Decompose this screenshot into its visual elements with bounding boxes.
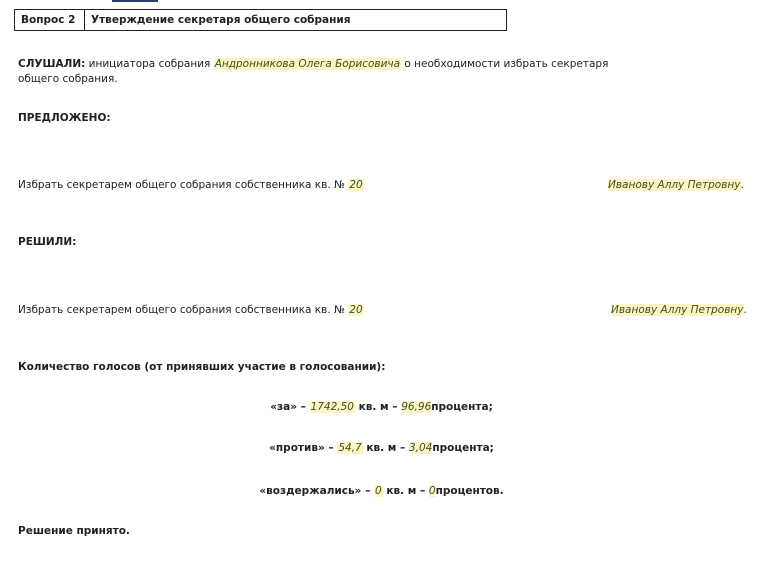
- decided-end: .: [743, 304, 747, 316]
- proposed-text-line: [18, 179, 364, 191]
- vote-against-percent: 3,04: [408, 442, 433, 454]
- vote-for-line: [0, 401, 763, 413]
- proposed-label-text: ПРЕДЛОЖЕНО:: [18, 112, 111, 124]
- proposed-apartment: 20: [349, 179, 363, 191]
- vote-abstain-area: 0: [374, 485, 382, 497]
- listened-text-1: инициатора собрания: [88, 58, 211, 70]
- initiator-name: Андронникова Олега Борисовича: [214, 58, 401, 70]
- vote-abstain-label: «воздержались» –: [259, 485, 371, 497]
- vote-against-label: «против» –: [269, 442, 334, 454]
- vote-against-line: [0, 442, 763, 454]
- proposed-end: .: [740, 179, 744, 191]
- vote-for-percent: 96,96: [401, 401, 432, 413]
- vote-against-area: 54,7: [338, 442, 362, 454]
- question-title: Утверждение секретаря общего собрания: [91, 14, 351, 26]
- decided-apartment: 20: [349, 304, 363, 316]
- listened-paragraph: [18, 57, 618, 87]
- decided-label: [18, 236, 76, 248]
- vote-for-label: «за» –: [270, 401, 306, 413]
- vote-abstain-percent: 0: [428, 485, 436, 497]
- vote-for-end: процента;: [431, 401, 493, 413]
- votes-title: Количество голосов (от принявших участие в голосовании):: [18, 361, 386, 373]
- decided-text: Избрать секретарем общего собрания собственника кв. №: [18, 304, 345, 316]
- listened-text-3: общего собрания.: [18, 73, 118, 85]
- listened-text-2: о необходимости избрать секретаря: [404, 58, 609, 70]
- listened-label: СЛУШАЛИ:: [18, 58, 86, 70]
- proposed-person: Иванову Аллу Петровну: [608, 179, 741, 191]
- proposed-text: Избрать секретарем общего собрания собственника кв. №: [18, 179, 345, 191]
- question-number: Вопрос 2: [15, 10, 85, 30]
- decided-text-line: [18, 304, 364, 316]
- vote-against-mid: кв. м –: [366, 442, 406, 454]
- vote-for-mid: кв. м –: [358, 401, 398, 413]
- vote-abstain-mid: кв. м –: [386, 485, 426, 497]
- vote-abstain-line: [0, 485, 763, 497]
- decided-person: Иванову Аллу Петровну: [611, 304, 744, 316]
- vote-abstain-end: процентов.: [435, 485, 504, 497]
- decided-label-text: РЕШИЛИ:: [18, 236, 77, 248]
- decision-result: Решение принято.: [18, 525, 130, 537]
- question-header-table: [14, 9, 507, 31]
- vote-for-area: 1742,50: [310, 401, 354, 413]
- proposed-person-line: [608, 179, 744, 191]
- vote-against-end: процента;: [432, 442, 494, 454]
- top-tab-indicator: [112, 0, 158, 2]
- proposed-label: [18, 112, 111, 124]
- decided-person-line: [611, 304, 747, 316]
